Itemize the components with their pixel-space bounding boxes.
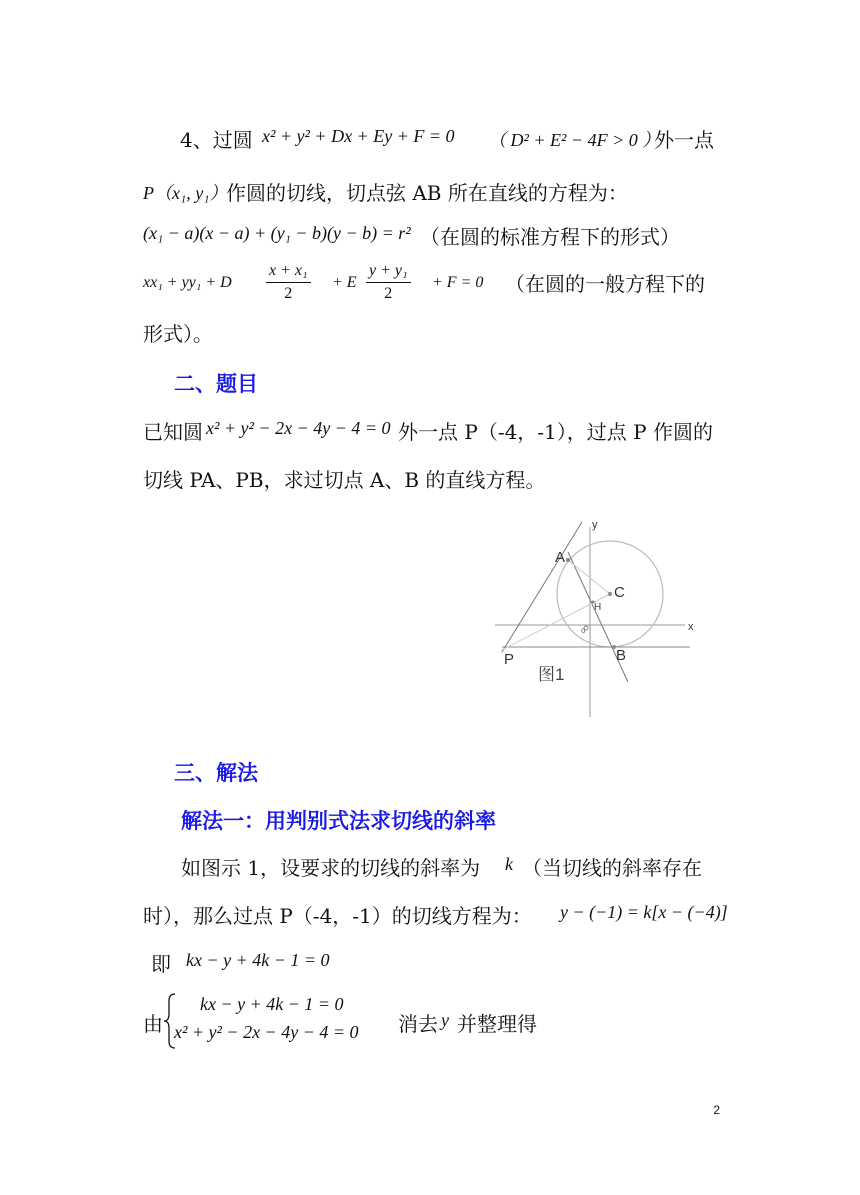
- label-x: x: [688, 621, 694, 633]
- section2-line2-text: 切线 PA、PB，求过切点 A、B 的直线方程。: [143, 468, 546, 492]
- system-post-a: 消去: [398, 1012, 438, 1036]
- label-y: y: [592, 519, 598, 531]
- item4-general-mid: + E: [332, 274, 357, 291]
- item4-line4: [0, 262, 860, 308]
- system-post-b: 并整理得: [457, 1012, 537, 1036]
- method1-heading: 解法一：用判别式法求切线的斜率: [181, 808, 496, 833]
- fraction-x-numerator: x + x₁: [266, 262, 311, 283]
- item4-point: P（x₁, y₁）: [143, 183, 228, 203]
- system-post-y: y: [441, 1010, 449, 1030]
- point-a: [566, 558, 570, 562]
- section3-heading: 三、解法: [174, 760, 258, 785]
- tangent-equation: y − (−1) = k[x − (−4)]: [560, 902, 728, 922]
- fraction-y-denominator: 2: [384, 285, 393, 302]
- label-b: B: [616, 647, 627, 664]
- section2-line1-post: 外一点 P（-4，-1），过点 P 作圆的: [398, 420, 713, 444]
- section3-line1-a: 如图示 1，设要求的切线的斜率为: [181, 856, 481, 880]
- item4-standard-note: （在圆的标准方程下的形式）: [420, 225, 680, 249]
- section3-line3-a: 即: [151, 952, 171, 976]
- item4-circle-equation: x² + y² + Dx + Ey + F = 0: [262, 126, 455, 146]
- segment-ac: [568, 560, 610, 594]
- item4-suffix: 外一点: [654, 128, 714, 152]
- fraction-y-numerator: y + y₁: [366, 262, 411, 283]
- label-o: o: [581, 626, 586, 635]
- item4-general-lhs: xx₁ + yy₁ + D: [143, 274, 232, 291]
- item4-condition: （ D² + E² − 4F > 0 ）: [488, 130, 661, 150]
- section2-line1-pre: 已知圆: [143, 420, 203, 444]
- point-c: [608, 592, 612, 596]
- item4-general-note-end: 形式）。: [143, 322, 213, 346]
- system-equation-1: kx − y + 4k − 1 = 0: [200, 994, 344, 1014]
- item4-general-note: （在圆的一般方程下的: [505, 272, 705, 296]
- section3-line2-a: 时），那么过点 P（-4，-1）的切线方程为：: [143, 904, 532, 928]
- item4-general-rhs: + F = 0: [432, 274, 484, 291]
- tangent-line-pa: [502, 522, 582, 652]
- tangent-equation-general: kx − y + 4k − 1 = 0: [186, 950, 330, 970]
- fraction-x-denominator: 2: [284, 285, 293, 302]
- label-p: P: [504, 651, 515, 668]
- label-h: H: [594, 602, 602, 613]
- page-number: 2: [713, 1103, 720, 1117]
- label-c: C: [614, 584, 625, 601]
- system-prefix: 由: [143, 1012, 163, 1036]
- section2-heading: 二、题目: [174, 371, 258, 396]
- section2-circle-equation: x² + y² − 2x − 4y − 4 = 0: [206, 418, 391, 438]
- item4-standard-form: (x₁ − a)(x − a) + (y₁ − b)(y − b) = r²: [143, 223, 411, 243]
- section3-line1-b: （当切线的斜率存在: [522, 856, 702, 880]
- item4-fraction-y: [366, 262, 411, 303]
- item4-line2-text: 作圆的切线，切点弦 AB 所在直线的方程为：: [226, 181, 628, 205]
- item4-fraction-x: [266, 262, 311, 303]
- item4-prefix: 4、过圆: [180, 128, 253, 152]
- figure-caption: 图1: [538, 665, 565, 684]
- figure-tangent-diagram: [480, 512, 710, 722]
- slope-k: k: [505, 854, 513, 874]
- system-equation-2: x² + y² − 2x − 4y − 4 = 0: [174, 1022, 359, 1042]
- label-a: A: [555, 549, 566, 566]
